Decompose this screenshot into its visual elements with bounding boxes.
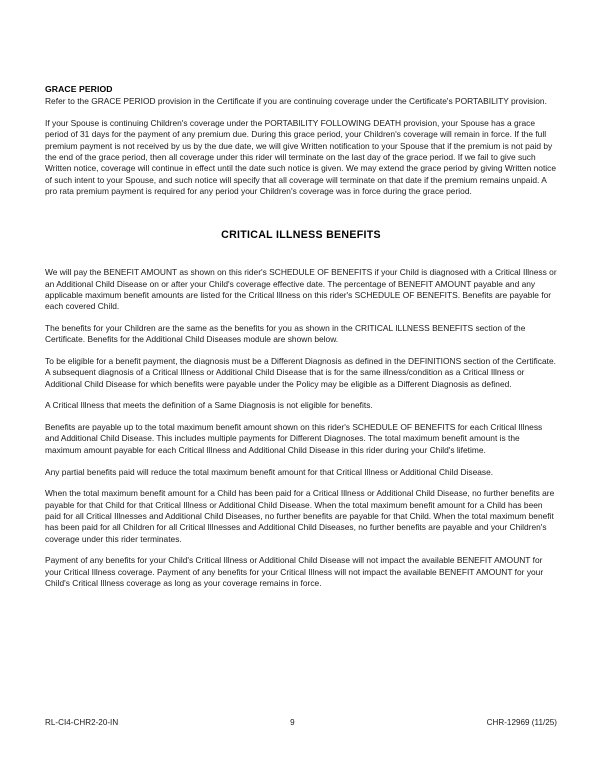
benefits-paragraph-5: Benefits are payable up to the total maximum benefit amount shown on this rider's SCHEDULE OF BENEFITS for each Critical Illness and Additional Child Disease. This includes multiple payments for Different Diagnoses. The total maximum benefit amount is the maximum amount payable for each Critical Illness and Additional Child Disease in this rider during your Child's lifetime. (45, 422, 543, 455)
footer-form-number: RL-CI4-CHR2-20-IN (45, 718, 119, 727)
footer-document-code: CHR-12969 (11/25) (486, 718, 557, 727)
benefits-paragraph-4: A Critical Illness that meets the definition of a Same Diagnosis is not eligible for benefits. (45, 400, 373, 411)
page-title: CRITICAL ILLNESS BENEFITS (221, 229, 381, 242)
main-title-block (45, 229, 557, 241)
grace-period-paragraph-2: If your Spouse is continuing Children's coverage under the PORTABILITY FOLLOWING DEATH provision, your Spouse has a grace period of 31 days for the payment of any premium due. During this grace period, your Children's coverage will remain in force. If the full premium payment is not received by us by the due date, we will give Written notification to your Spouse that if the premium is not paid by the end of the grace period, then all coverage under this rider will terminate on the last day of the grace period. If we fail to give such Written notice, coverage will continue in effect until the date such notice is given. We may extend the grace period by giving Written notice of such intent to your Spouse, and such notice will specify that all coverage will terminate on that date if the premium remains unpaid. A pro rata premium payment is required for any period your Children's coverage was in force during the grace period. (45, 118, 557, 196)
grace-period-paragraph-1: Refer to the GRACE PERIOD provision in the Certificate if you are continuing coverage under the Certificate's PORTABILITY provision. (45, 96, 547, 107)
section-heading-grace-period: GRACE PERIOD (45, 84, 113, 94)
benefits-paragraph-7: When the total maximum benefit amount for a Child has been paid for a Critical Illness or Additional Child Disease, no further benefits are payable for that Child for that Critical Illness or Additional Child Disease. When the total maximum benefit amount for a Child has been paid for all Critical Illnesses and Additional Child Diseases, no further benefits are payable for that Child. When the total maximum benefit has been paid for all Children for all Critical Illnesses and Additional Child Diseases, no further benefits are payable and your Children's coverage under this rider terminates. (45, 488, 555, 544)
benefits-paragraph-3: To be eligible for a benefit payment, the diagnosis must be a Different Diagnosis as defined in the DEFINITIONS section of the Certificate. A subsequent diagnosis of a Critical Illness or Additional Child Disease that is for the same illness/condition as a Critical Illness or Additional Child Disease for which benefits were payable under the Policy may be eligible as a Different Diagnosis as defined. (45, 356, 556, 389)
benefits-paragraph-2: The benefits for your Children are the same as the benefits for you as shown in the CRITICAL ILLNESS BENEFITS section of the Certificate. Benefits for the Additional Child Diseases module are shown below. (45, 322, 526, 345)
benefits-paragraph-8: Payment of any benefits for your Child's Critical Illness or Additional Child Disease will not impact the available BENEFIT AMOUNT for your Critical Illness coverage. Payment of any benefits for your Critical Illness will not impact the available BENEFIT AMOUNT for your Child's Critical Illness coverage as long as your coverage remains in force. (45, 555, 544, 588)
document-content (45, 84, 557, 589)
footer-page-number: 9 (290, 718, 295, 727)
benefits-paragraph-1: We will pay the BENEFIT AMOUNT as shown on this rider's SCHEDULE OF BENEFITS if your Child is diagnosed with a Critical Illness or an Additional Child Disease on or after your Child's coverage effective date. The percentage of BENEFIT AMOUNT payable and any applicable maximum benefit amounts are listed for the Critical Illness on this rider's SCHEDULE OF BENEFITS. Benefits are payable for each covered Child. (45, 267, 557, 312)
page-footer (45, 718, 557, 727)
benefits-paragraph-6: Any partial benefits paid will reduce the total maximum benefit amount for that Critical Illness or Additional Child Disease. (45, 466, 494, 477)
